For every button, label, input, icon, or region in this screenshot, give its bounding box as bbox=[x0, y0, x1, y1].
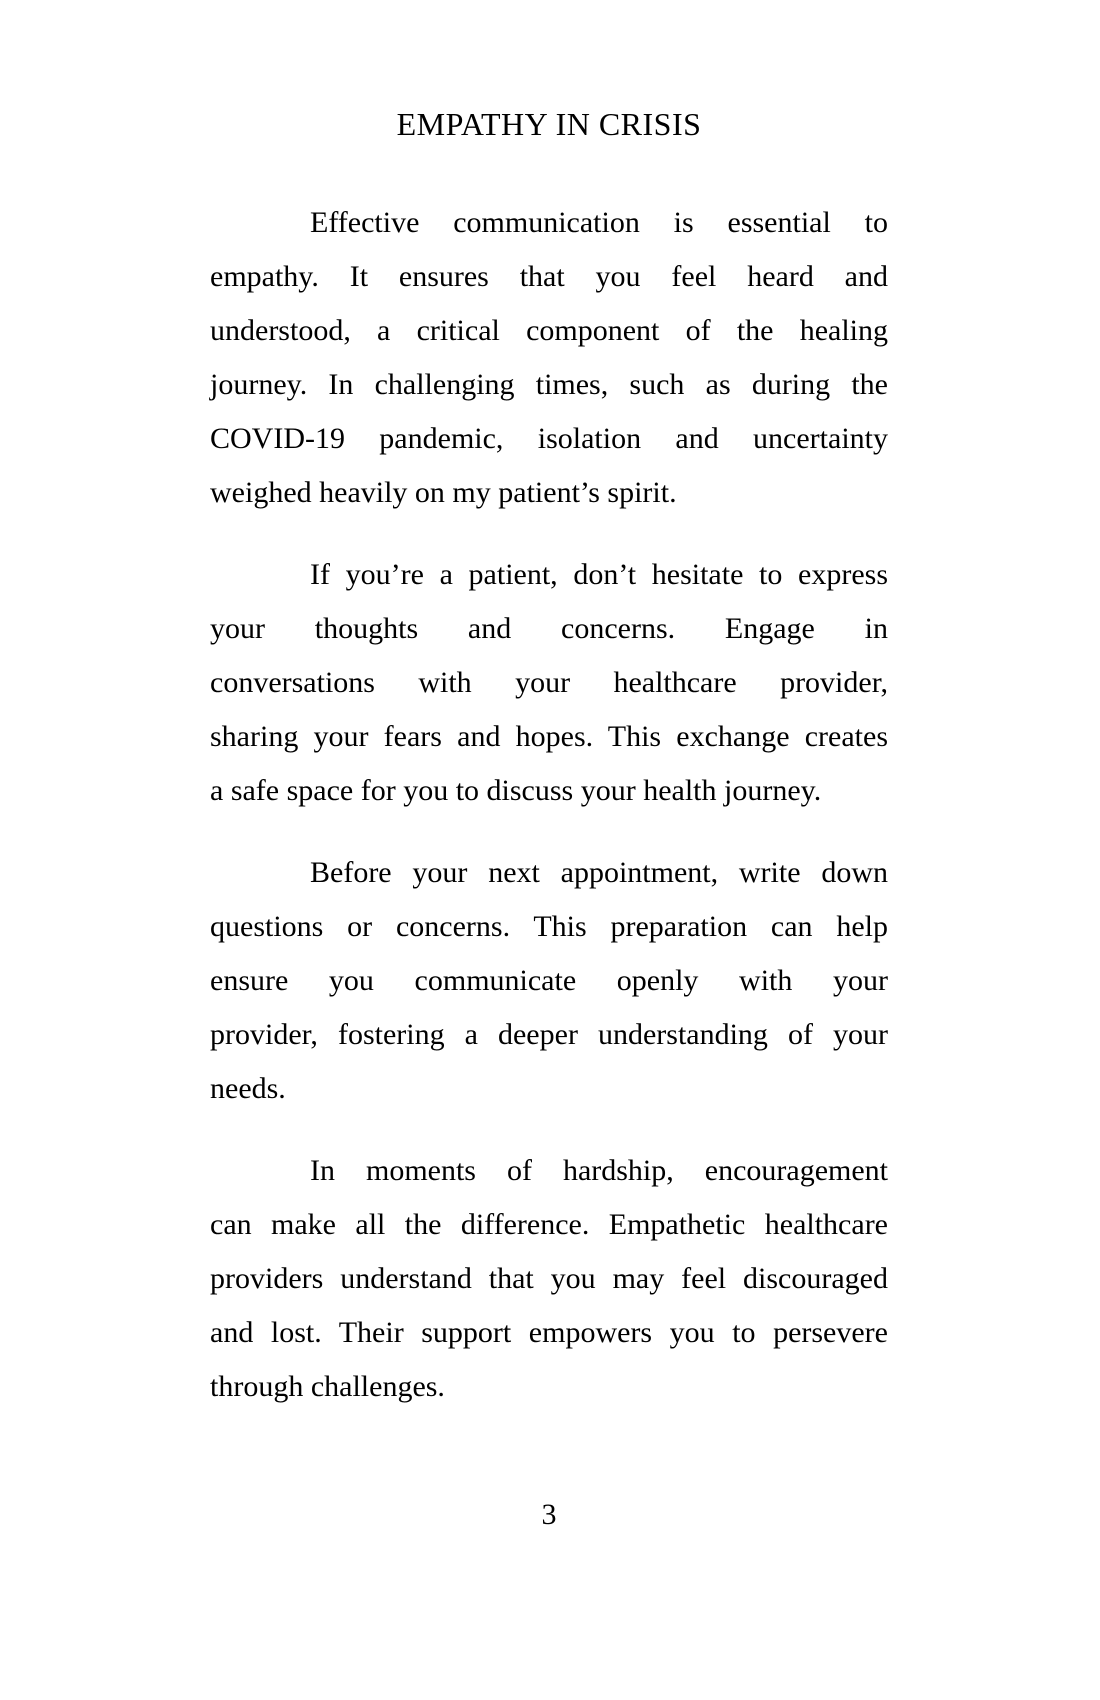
text-line: ensure you communicate openly with your bbox=[210, 964, 888, 997]
paragraph bbox=[210, 846, 888, 1116]
text-line: needs. bbox=[210, 1072, 286, 1105]
paragraph bbox=[210, 1144, 888, 1414]
text-block bbox=[210, 104, 888, 1442]
paragraph bbox=[210, 548, 888, 818]
text-line: can make all the difference. Empathetic healthcare bbox=[210, 1208, 888, 1241]
text-line: providers understand that you may feel discouraged bbox=[210, 1262, 888, 1295]
text-line: and lost. Their support empowers you to persevere bbox=[210, 1316, 888, 1349]
text-line: empathy. It ensures that you feel heard and bbox=[210, 260, 888, 293]
text-line: journey. In challenging times, such as during the bbox=[210, 368, 888, 401]
text-line: conversations with your healthcare provider, bbox=[210, 666, 888, 699]
paragraph bbox=[210, 196, 888, 520]
text-line: Before your next appointment, write down bbox=[310, 856, 888, 889]
text-line: provider, fostering a deeper understanding of your bbox=[210, 1018, 888, 1051]
text-line: In moments of hardship, encouragement bbox=[310, 1154, 888, 1187]
text-line: sharing your fears and hopes. This exchange creates bbox=[210, 720, 888, 753]
text-line: a safe space for you to discuss your health journey. bbox=[210, 774, 822, 807]
text-line: through challenges. bbox=[210, 1370, 445, 1403]
text-line: COVID-19 pandemic, isolation and uncertainty bbox=[210, 422, 888, 455]
text-line: your thoughts and concerns. Engage in bbox=[210, 612, 888, 645]
page-title: EMPATHY IN CRISIS bbox=[396, 106, 702, 142]
page-number: 3 bbox=[541, 1498, 557, 1531]
text-line: If you’re a patient, don’t hesitate to express bbox=[310, 558, 888, 591]
text-line: weighed heavily on my patient’s spirit. bbox=[210, 476, 677, 509]
text-line: understood, a critical component of the healing bbox=[210, 314, 888, 347]
text-line: Effective communication is essential to bbox=[310, 206, 888, 239]
text-line: questions or concerns. This preparation can help bbox=[210, 910, 888, 943]
